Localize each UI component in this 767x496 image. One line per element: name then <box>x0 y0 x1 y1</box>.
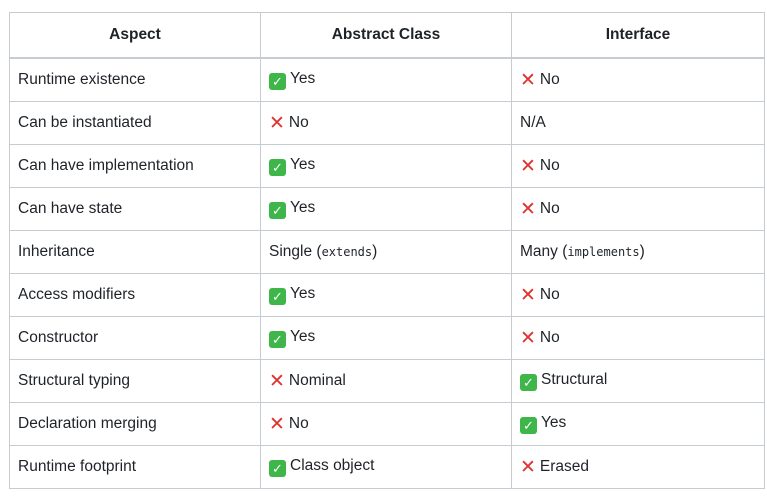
cell-aspect: Constructor <box>10 317 261 360</box>
cell-interface <box>512 58 765 102</box>
cell-text: Yes <box>541 414 567 431</box>
check-icon: ✓ <box>269 331 286 348</box>
cell-text: No <box>288 113 309 131</box>
cell-interface <box>512 360 765 403</box>
cell-text: Many <box>520 243 558 260</box>
cell-text: Structural <box>541 371 608 388</box>
table-row <box>10 58 765 102</box>
code-keyword: extends <box>321 245 373 259</box>
table-row <box>10 317 765 360</box>
cell-aspect: Access modifiers <box>10 274 261 317</box>
cross-icon: ✕ <box>520 198 536 220</box>
cell-abstract-class <box>261 274 512 317</box>
cell-abstract-class <box>261 446 512 489</box>
cross-icon: ✕ <box>520 284 536 306</box>
table-row <box>10 188 765 231</box>
table-row <box>10 446 765 489</box>
check-icon: ✓ <box>520 374 537 391</box>
cell-text: Erased <box>539 457 590 475</box>
cell-text: No <box>539 328 560 346</box>
cell-text: Nominal <box>288 371 346 389</box>
cell-text: Single <box>269 243 313 260</box>
cell-interface <box>512 317 765 360</box>
header-abstract-class: Abstract Class <box>261 13 512 59</box>
cell-interface <box>512 446 765 489</box>
cell-text: Yes <box>290 199 316 216</box>
cell-text: No <box>539 156 560 174</box>
check-icon: ✓ <box>269 202 286 219</box>
cross-icon: ✕ <box>269 370 285 392</box>
cell-text: Yes <box>290 328 316 345</box>
table-row <box>10 360 765 403</box>
cell-abstract-class <box>261 188 512 231</box>
cell-text: No <box>539 199 560 217</box>
cell-interface <box>512 188 765 231</box>
check-icon: ✓ <box>520 417 537 434</box>
table-row <box>10 231 765 274</box>
cell-abstract-class <box>261 58 512 102</box>
table-row <box>10 102 765 145</box>
cell-text: No <box>288 414 309 432</box>
cell-abstract-class <box>261 145 512 188</box>
comparison-table-container <box>9 12 765 489</box>
cross-icon: ✕ <box>520 456 536 478</box>
comparison-table <box>9 12 765 489</box>
cell-abstract-class <box>261 360 512 403</box>
cell-text: Yes <box>290 156 316 173</box>
table-row <box>10 274 765 317</box>
cell-text: Yes <box>290 70 316 87</box>
table-body <box>10 58 765 489</box>
cell-abstract-class <box>261 102 512 145</box>
cell-interface <box>512 403 765 446</box>
cell-interface: Many (implements) <box>512 231 765 274</box>
cell-aspect: Inheritance <box>10 231 261 274</box>
cell-interface <box>512 102 765 145</box>
header-interface: Interface <box>512 13 765 59</box>
cross-icon: ✕ <box>520 69 536 91</box>
header-aspect: Aspect <box>10 13 261 59</box>
cross-icon: ✕ <box>269 112 285 134</box>
check-icon: ✓ <box>269 159 286 176</box>
check-icon: ✓ <box>269 460 286 477</box>
cell-text: Class object <box>290 457 375 474</box>
table-row <box>10 403 765 446</box>
check-icon: ✓ <box>269 288 286 305</box>
cell-abstract-class <box>261 317 512 360</box>
cell-abstract-class <box>261 403 512 446</box>
cell-text: Yes <box>290 285 316 302</box>
cell-aspect: Runtime footprint <box>10 446 261 489</box>
cell-text: No <box>539 70 560 88</box>
cell-aspect: Runtime existence <box>10 58 261 102</box>
cross-icon: ✕ <box>520 327 536 349</box>
cell-interface <box>512 145 765 188</box>
code-keyword: implements <box>567 245 640 259</box>
cell-aspect: Can be instantiated <box>10 102 261 145</box>
cell-text: N/A <box>520 114 546 131</box>
cell-aspect: Can have state <box>10 188 261 231</box>
cell-abstract-class: Single (extends) <box>261 231 512 274</box>
cell-text: No <box>539 285 560 303</box>
header-row <box>10 13 765 59</box>
cell-aspect: Declaration merging <box>10 403 261 446</box>
cell-interface <box>512 274 765 317</box>
table-row <box>10 145 765 188</box>
cell-aspect: Can have implementation <box>10 145 261 188</box>
table-header <box>10 13 765 59</box>
check-icon: ✓ <box>269 73 286 90</box>
cross-icon: ✕ <box>520 155 536 177</box>
cell-aspect: Structural typing <box>10 360 261 403</box>
cross-icon: ✕ <box>269 413 285 435</box>
